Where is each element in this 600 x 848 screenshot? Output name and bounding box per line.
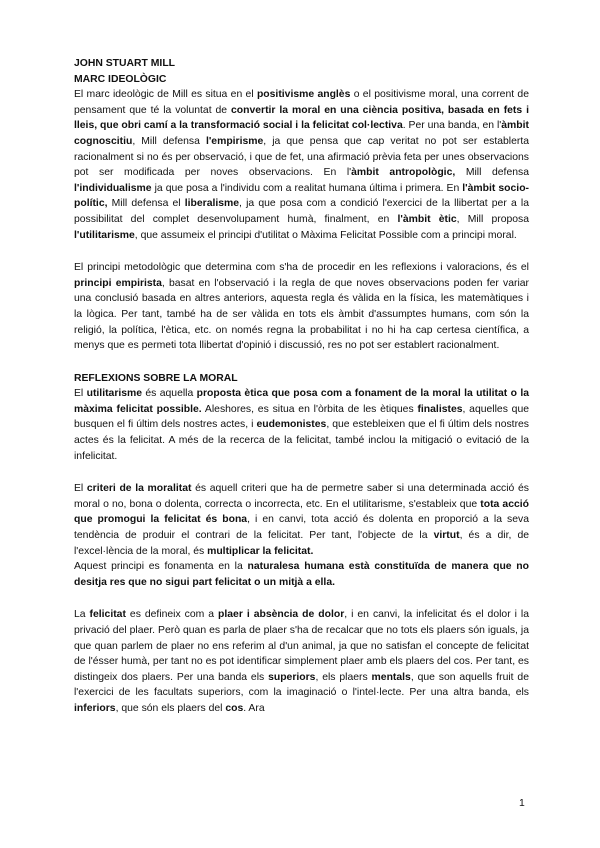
text-run: es defineix com a bbox=[125, 609, 219, 621]
text-run: La bbox=[74, 609, 90, 621]
bold-run: proposta ètica que posa com a fonament de la moral la utilitat o la màxima felicitat possible. bbox=[74, 388, 529, 415]
paragraph-2 bbox=[74, 260, 529, 354]
section-heading-marc-ideologic: MARC IDEOLÒGIC bbox=[74, 73, 167, 85]
document-page bbox=[74, 56, 529, 717]
bold-run: utilitarisme bbox=[86, 388, 143, 400]
bold-run: superiors bbox=[268, 671, 316, 683]
paragraph-6 bbox=[74, 607, 529, 716]
text-run: , que estebleixen que el fi últim dels nostres actes és la felicitat. A més de la recerca de la felicitat, també inclou la mitigació o evitació de la infelicitat. bbox=[74, 419, 529, 462]
bold-run: multiplicar la felicitat. bbox=[207, 545, 314, 557]
bold-run: convertir la moral en una ciència positiva, basada en fets i lleis, que obri camí a la transformació social i la felicitat col·lectiva bbox=[74, 104, 529, 132]
text-run: ja que posa a l'individu com a realitat humana última i primera. En bbox=[151, 182, 463, 194]
paragraph-4 bbox=[74, 481, 529, 559]
text-run: El marc ideològic de Mill es situa en el bbox=[74, 89, 257, 101]
text-run: , Mill proposa bbox=[456, 213, 530, 225]
text-run: . Per una banda, en l' bbox=[402, 120, 502, 132]
bold-run: criteri de la moralitat bbox=[86, 483, 192, 495]
text-run: , els plaers bbox=[315, 671, 372, 683]
bold-run: mentals bbox=[371, 671, 411, 683]
paragraph-5 bbox=[74, 559, 529, 590]
text-run: El bbox=[74, 388, 87, 400]
bold-run: felicitat bbox=[89, 609, 126, 621]
bold-run: liberalisme bbox=[184, 198, 240, 210]
bold-run: àmbit cognoscitiu bbox=[74, 120, 529, 147]
section-heading-reflexions: REFLEXIONS SOBRE LA MORAL bbox=[74, 372, 238, 384]
bold-run: l'utilitarisme bbox=[74, 229, 135, 241]
text-run: , és a dir, de l'excel·lència de la moral, és bbox=[74, 530, 529, 557]
text-run: és aquella bbox=[142, 388, 197, 400]
text-run: , Mill defensa bbox=[132, 135, 206, 147]
text-run: Mill defensa el bbox=[107, 198, 185, 210]
paragraph-1 bbox=[74, 87, 529, 243]
bold-run: l'individualisme bbox=[74, 182, 152, 194]
text-run: , i en canvi, tota acció és dolenta en proporció a la seva tendència de produir el contrari de la felicitat. Per tant, l'objecte de la bbox=[74, 514, 529, 542]
bold-run: tota acció que promogui la felicitat és bona bbox=[74, 498, 529, 526]
bold-run: eudemonistes bbox=[256, 419, 327, 431]
bold-run: virtut bbox=[433, 530, 460, 542]
bold-run: l'empirisme bbox=[205, 135, 264, 147]
text-run: , i en canvi, la infelicitat és el dolor i la privació del plaer. Però quan es parla de plaer s'ha de recalcar que no tots els plaers són iguals, ja que quan parlem de plaer no ens referim al d'un animal, ja que no satisfan el concepte de felicitat de l'ésser humà, per tant no es pot identificar simplement plaer amb els plaers del cos. Per tant, es distingeix dos plaers. Per una banda els bbox=[74, 609, 530, 683]
bold-run: positivisme anglès bbox=[256, 89, 351, 101]
document-title: JOHN STUART MILL bbox=[74, 58, 176, 69]
text-run: , que són els plaers del bbox=[115, 702, 226, 714]
bold-run: àmbit antropològic, bbox=[351, 167, 456, 179]
text-run: és aquell criteri que ha de permetre saber si una determinada acció és moral o no, bona o dolenta, correcta o incorrecta, etc. En el utilitarisme, s'estableix que bbox=[74, 483, 529, 510]
text-run: El bbox=[74, 483, 87, 495]
text-run: , que son aquells fruit de l'exercici de les facultats superiors, com la imaginació o l'intel·lecte. Per una altra banda, els bbox=[74, 671, 529, 699]
text-run: o el positivisme moral, una corrent de pensament que té la voluntat de bbox=[74, 89, 529, 116]
bold-run: l'àmbit ètic bbox=[397, 213, 457, 225]
text-run: El principi metodològic que determina com s'ha de procedir en les reflexions i valoracions, és el bbox=[74, 262, 529, 274]
paragraph-3 bbox=[74, 386, 529, 464]
bold-run: l'àmbit socio-polític, bbox=[74, 182, 529, 210]
text-run: Mill defensa bbox=[455, 167, 529, 179]
text-run: Aquest principi es fonamenta en la bbox=[74, 561, 248, 573]
text-run: , ja que pensa que cap veritat no pot ser establerta racionalment si no és per observació, i que de fet, una afirmació prèvia feta per unes observacions pot ser modificada per noves observacions. En l' bbox=[74, 135, 529, 179]
text-run: . Ara bbox=[243, 702, 265, 714]
page-number: 1 bbox=[519, 798, 525, 809]
text-run: , aquelles que busquen el fi últim dels nostres actes, i bbox=[74, 403, 530, 431]
bold-run: principi empirista bbox=[74, 277, 162, 289]
bold-run: naturalesa humana està constituïda de manera que no desitja res que no sigui part felicitat o un mitjà a ella. bbox=[74, 561, 530, 588]
text-run: , basat en l'observació i la regla de que noves observacions poden fer variar una conclusió basada en altres anteriors, aquesta regla és vàlida en la física, les matemàtiques i la lògica. Per tant, també ha de ser vàlida en tots els àmbit d'assumptes humans, com són la religió, la política, l'ètica, etc. on només regna la probabilitat i no hi ha cap certesa científica, a menys que es permeti tota llibertat d'opinió i discussió, res no pot ser establert racionalment. bbox=[74, 277, 529, 352]
bold-run: plaer i absència de dolor bbox=[218, 609, 345, 621]
text-run: , ja que posa com a condició l'exercici de la llibertat per a la possibilitat del complet desenvolupament humà, finalment, en bbox=[74, 198, 529, 225]
bold-run: inferiors bbox=[74, 702, 116, 714]
text-run: Aleshores, es situa en l'òrbita de les ètiques bbox=[201, 403, 418, 415]
bold-run: finalistes bbox=[417, 403, 463, 415]
bold-run: cos bbox=[225, 702, 244, 714]
text-run: , que assumeix el principi d'utilitat o Màxima Felicitat Possible com a principi moral. bbox=[134, 229, 517, 241]
